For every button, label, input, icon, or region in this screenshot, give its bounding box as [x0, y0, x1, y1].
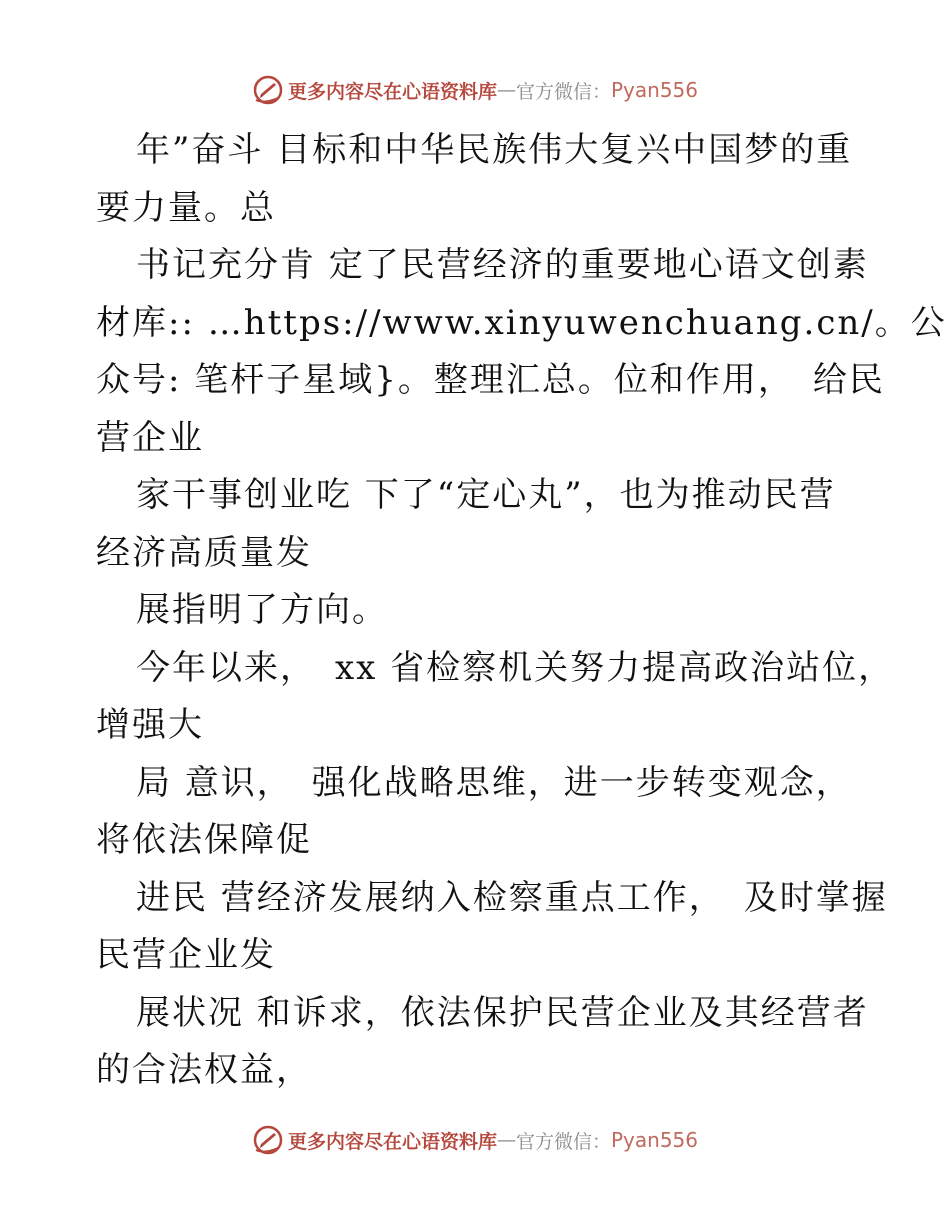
banner-wechat-id: Pyan556	[611, 1128, 699, 1152]
text-line: 进民 营经济发展纳入检察重点工作， 及时掌握	[136, 877, 888, 918]
footer-watermark-banner	[0, 1120, 950, 1160]
banner-dash: —	[496, 79, 516, 101]
text-line: 将依法保障促	[96, 820, 312, 860]
text-line: 展状况 和诉求，依法保护民营企业及其经营者	[136, 992, 869, 1033]
text-line: 局 意识， 强化战略思维，进一步转变观念，	[136, 762, 852, 803]
banner-slogan: 更多内容尽在心语资料库	[287, 80, 497, 103]
document-body	[96, 122, 947, 1100]
text-line: 材库:: …https://www.xinyuwenchuang.cn/。公	[96, 302, 947, 343]
text-line: 经济高质量发	[96, 532, 312, 573]
text-line: 的合法权益，	[96, 1050, 312, 1090]
header-watermark-banner	[0, 70, 950, 110]
text-line: 年”奋斗 目标和中华民族伟大复兴中国梦的重	[136, 130, 853, 170]
banner-wechat-label: 官方微信：	[515, 1130, 611, 1153]
banner-wechat-id: Pyan556	[611, 78, 699, 102]
text-line-url	[96, 295, 947, 353]
text-line: 众号: 笔杆子星域}。整理汇总。位和作用， 给民	[96, 360, 885, 400]
banner-slogan: 更多内容尽在心语资料库	[287, 1130, 497, 1153]
text-line: 增强大	[96, 705, 204, 745]
brand-logo-icon	[252, 74, 284, 106]
text-line: 家干事创业吃 下了“定心丸”，也为推动民营	[136, 475, 836, 515]
text-line: 今年以来， xx 省检察机关努力提高政治站位，	[136, 647, 895, 688]
brand-logo-icon	[252, 1124, 284, 1156]
text-line: 营企业	[96, 417, 204, 458]
banner-wechat-label: 官方微信：	[515, 80, 611, 103]
text-line: 民营企业发	[96, 935, 276, 975]
text-line: 展指明了方向。	[136, 590, 388, 630]
text-line: 要力量。总	[96, 187, 276, 228]
text-line: 书记充分肯 定了民营经济的重要地心语文创素	[136, 245, 869, 285]
banner-dash: —	[496, 1129, 516, 1151]
